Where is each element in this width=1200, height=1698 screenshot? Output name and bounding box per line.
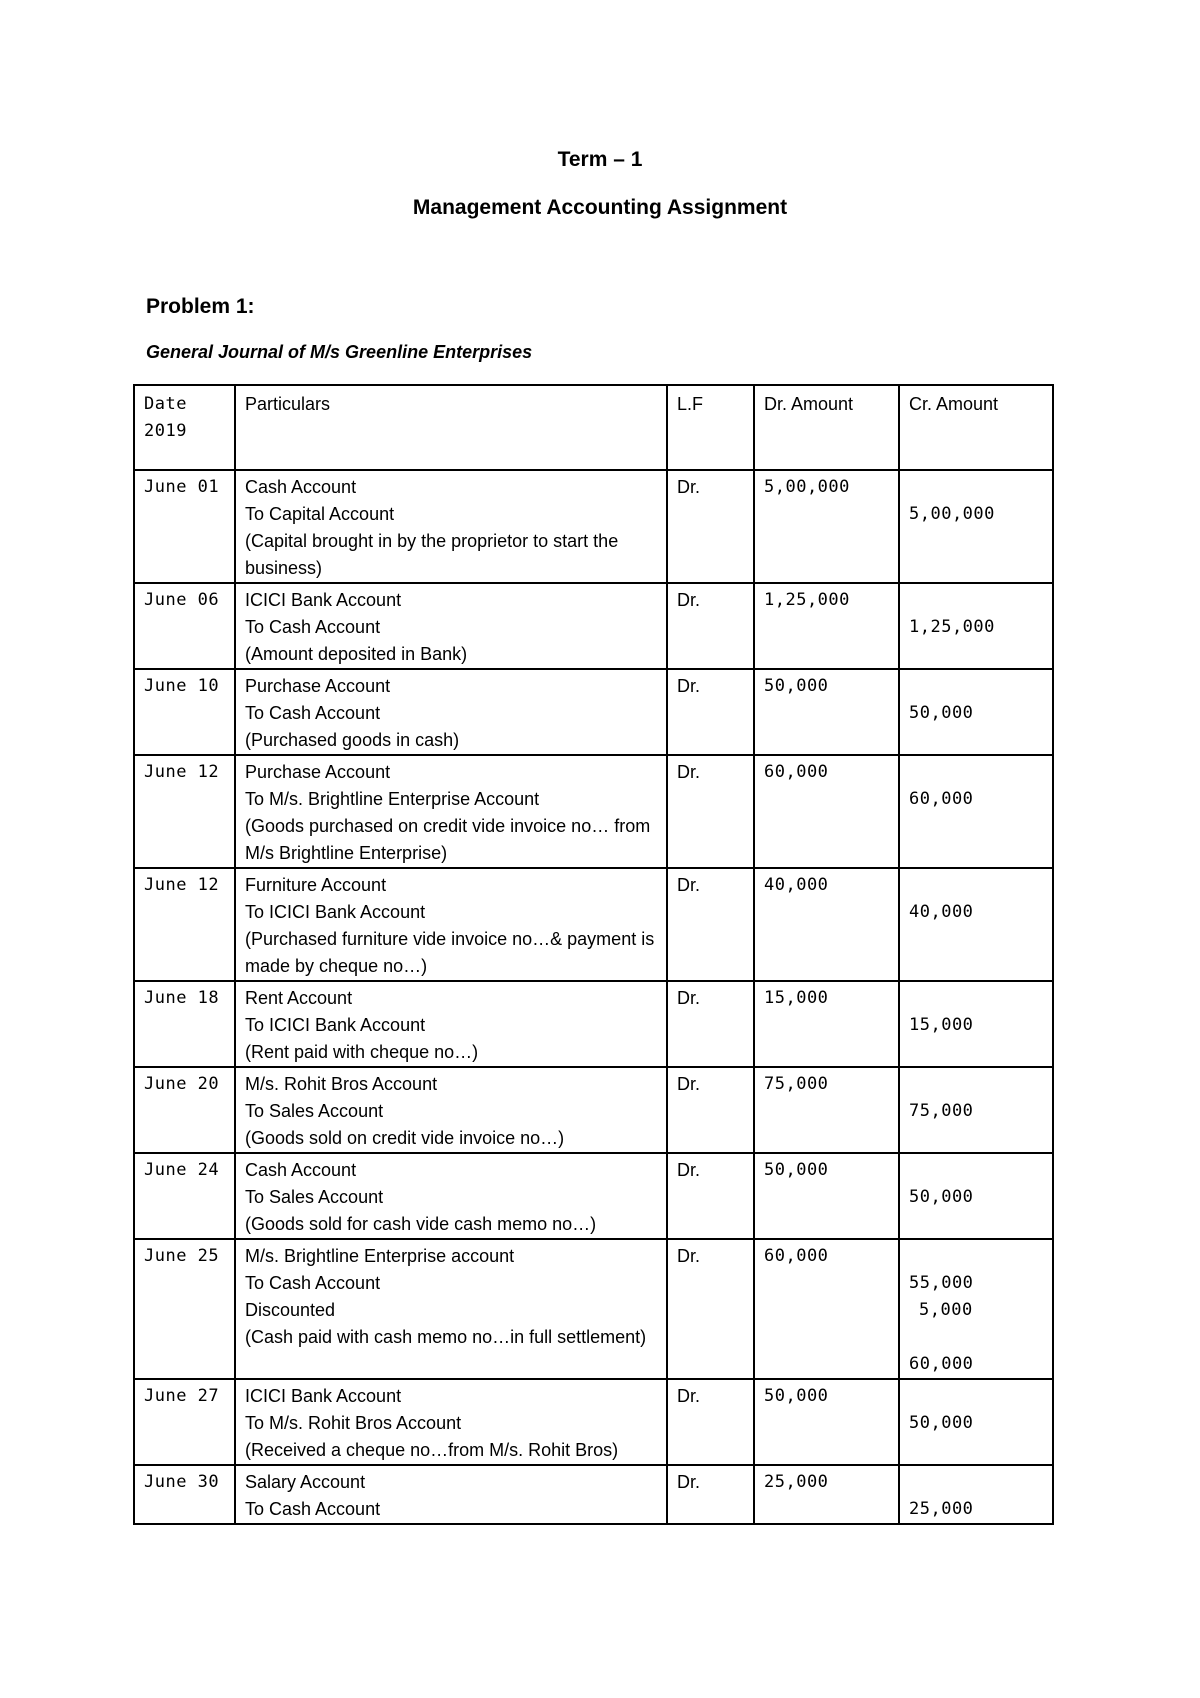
row-dr-amount: 5,00,000 bbox=[754, 470, 899, 583]
header-dr-amount: Dr. Amount bbox=[754, 385, 899, 470]
table-row bbox=[134, 1153, 1053, 1239]
cr-value: 15,000 bbox=[909, 1015, 974, 1035]
assignment-title: Management Accounting Assignment bbox=[412, 196, 788, 219]
table-row bbox=[134, 981, 1053, 1067]
row-date: June 12 bbox=[134, 868, 235, 981]
row-cr-amount bbox=[899, 1465, 1053, 1524]
cr-value: 50,000 bbox=[909, 1413, 974, 1433]
row-lf: Dr. bbox=[667, 981, 754, 1067]
debit-account: Cash Account bbox=[245, 477, 357, 497]
row-lf: Dr. bbox=[667, 1379, 754, 1465]
row-dr-amount: 75,000 bbox=[754, 1067, 899, 1153]
row-particulars bbox=[235, 755, 667, 868]
narration: (Purchased goods in cash) bbox=[245, 730, 460, 750]
credit-account: To Cash Account bbox=[245, 1273, 381, 1293]
row-lf: Dr. bbox=[667, 470, 754, 583]
cr-value: 50,000 bbox=[909, 703, 974, 723]
credit-account: To ICICI Bank Account bbox=[245, 902, 426, 922]
row-particulars bbox=[235, 1153, 667, 1239]
narration: (Goods sold for cash vide cash memo no…) bbox=[245, 1214, 597, 1234]
row-cr-amount bbox=[899, 1153, 1053, 1239]
row-cr-amount bbox=[899, 1379, 1053, 1465]
table-row bbox=[134, 470, 1053, 583]
table-row bbox=[134, 1465, 1053, 1524]
debit-account: M/s. Rohit Bros Account bbox=[245, 1074, 438, 1094]
journal-caption: General Journal of M/s Greenline Enterprises bbox=[146, 342, 533, 362]
cr-value: 25,000 bbox=[909, 1499, 974, 1519]
header-date-label: Date bbox=[144, 394, 187, 414]
table-row bbox=[134, 1067, 1053, 1153]
row-lf: Dr. bbox=[667, 1067, 754, 1153]
row-date: June 06 bbox=[134, 583, 235, 669]
row-cr-amount bbox=[899, 1067, 1053, 1153]
row-particulars bbox=[235, 1379, 667, 1465]
narration: (Rent paid with cheque no…) bbox=[245, 1042, 479, 1062]
credit-account: To Sales Account bbox=[245, 1187, 384, 1207]
cr-value: 40,000 bbox=[909, 902, 974, 922]
credit-account: To Cash Account bbox=[245, 703, 381, 723]
row-cr-amount bbox=[899, 583, 1053, 669]
debit-account: M/s. Brightline Enterprise account bbox=[245, 1246, 515, 1266]
row-dr-amount: 50,000 bbox=[754, 1379, 899, 1465]
debit-account: ICICI Bank Account bbox=[245, 1386, 402, 1406]
row-date: June 30 bbox=[134, 1465, 235, 1524]
header-date bbox=[134, 385, 235, 470]
cr-value: 50,000 bbox=[909, 1187, 974, 1207]
cr-value: 75,000 bbox=[909, 1101, 974, 1121]
credit-account: To ICICI Bank Account bbox=[245, 1015, 426, 1035]
credit-account: To Capital Account bbox=[245, 504, 395, 524]
debit-account: Cash Account bbox=[245, 1160, 357, 1180]
general-journal-table bbox=[133, 384, 1054, 1525]
row-particulars bbox=[235, 1465, 667, 1524]
row-date: June 01 bbox=[134, 470, 235, 583]
table-row bbox=[134, 669, 1053, 755]
row-lf: Dr. bbox=[667, 669, 754, 755]
row-particulars bbox=[235, 868, 667, 981]
debit-account: ICICI Bank Account bbox=[245, 590, 402, 610]
row-date: June 27 bbox=[134, 1379, 235, 1465]
row-cr-amount bbox=[899, 981, 1053, 1067]
table-row bbox=[134, 583, 1053, 669]
row-date: June 10 bbox=[134, 669, 235, 755]
table-row bbox=[134, 755, 1053, 868]
row-date: June 24 bbox=[134, 1153, 235, 1239]
row-particulars bbox=[235, 583, 667, 669]
row-cr-amount bbox=[899, 669, 1053, 755]
row-lf: Dr. bbox=[667, 1153, 754, 1239]
debit-account: Rent Account bbox=[245, 988, 353, 1008]
row-particulars bbox=[235, 669, 667, 755]
row-dr-amount: 50,000 bbox=[754, 669, 899, 755]
table-row bbox=[134, 1239, 1053, 1379]
row-particulars bbox=[235, 1067, 667, 1153]
debit-account: Salary Account bbox=[245, 1472, 366, 1492]
credit-account: To M/s. Brightline Enterprise Account bbox=[245, 789, 540, 809]
row-lf: Dr. bbox=[667, 868, 754, 981]
narration: (Amount deposited in Bank) bbox=[245, 644, 468, 664]
credit-account: To Cash Account bbox=[245, 617, 381, 637]
header-cr-amount: Cr. Amount bbox=[899, 385, 1053, 470]
table-header-row bbox=[134, 385, 1053, 470]
credit-account: To Cash Account bbox=[245, 1499, 381, 1519]
row-dr-amount: 60,000 bbox=[754, 755, 899, 868]
row-particulars bbox=[235, 1239, 667, 1379]
narration: (Goods purchased on credit vide invoice no… from M/s Brightline Enterprise) bbox=[245, 816, 651, 863]
narration: (Cash paid with cash memo no…in full settlement) bbox=[245, 1327, 647, 1347]
debit-account: Purchase Account bbox=[245, 762, 391, 782]
cr-discount-value: 5,000 bbox=[919, 1300, 973, 1320]
header-particulars: Particulars bbox=[235, 385, 667, 470]
narration: (Purchased furniture vide invoice no…& payment is made by cheque no…) bbox=[245, 929, 655, 976]
row-dr-amount: 1,25,000 bbox=[754, 583, 899, 669]
narration: (Received a cheque no…from M/s. Rohit Bros) bbox=[245, 1440, 619, 1460]
narration: (Goods sold on credit vide invoice no…) bbox=[245, 1128, 565, 1148]
row-date: June 12 bbox=[134, 755, 235, 868]
row-date: June 20 bbox=[134, 1067, 235, 1153]
credit-account: To Sales Account bbox=[245, 1101, 384, 1121]
row-dr-amount: 60,000 bbox=[754, 1239, 899, 1379]
cr-value: 60,000 bbox=[909, 789, 974, 809]
row-lf: Dr. bbox=[667, 1465, 754, 1524]
row-cr-amount bbox=[899, 755, 1053, 868]
term-title: Term – 1 bbox=[557, 148, 643, 171]
row-lf: Dr. bbox=[667, 1239, 754, 1379]
debit-account: Furniture Account bbox=[245, 875, 387, 895]
cr-value: 5,00,000 bbox=[909, 504, 995, 524]
row-date: June 25 bbox=[134, 1239, 235, 1379]
discount-line: Discounted bbox=[245, 1300, 336, 1320]
row-particulars bbox=[235, 470, 667, 583]
table-row bbox=[134, 868, 1053, 981]
header-lf: L.F bbox=[667, 385, 754, 470]
row-dr-amount: 40,000 bbox=[754, 868, 899, 981]
row-lf: Dr. bbox=[667, 755, 754, 868]
row-dr-amount: 15,000 bbox=[754, 981, 899, 1067]
debit-account: Purchase Account bbox=[245, 676, 391, 696]
row-dr-amount: 25,000 bbox=[754, 1465, 899, 1524]
row-lf: Dr. bbox=[667, 583, 754, 669]
row-cr-amount bbox=[899, 1239, 1053, 1379]
cr-value: 55,000 bbox=[909, 1273, 974, 1293]
header-date-year: 2019 bbox=[144, 421, 187, 441]
row-dr-amount: 50,000 bbox=[754, 1153, 899, 1239]
cr-value: 1,25,000 bbox=[909, 617, 995, 637]
problem-heading: Problem 1: bbox=[146, 295, 255, 318]
row-particulars bbox=[235, 981, 667, 1067]
cr-total-value: 60,000 bbox=[909, 1354, 974, 1374]
row-cr-amount bbox=[899, 470, 1053, 583]
credit-account: To M/s. Rohit Bros Account bbox=[245, 1413, 462, 1433]
narration: (Capital brought in by the proprietor to start the business) bbox=[245, 531, 619, 578]
row-date: June 18 bbox=[134, 981, 235, 1067]
table-row bbox=[134, 1379, 1053, 1465]
row-cr-amount bbox=[899, 868, 1053, 981]
